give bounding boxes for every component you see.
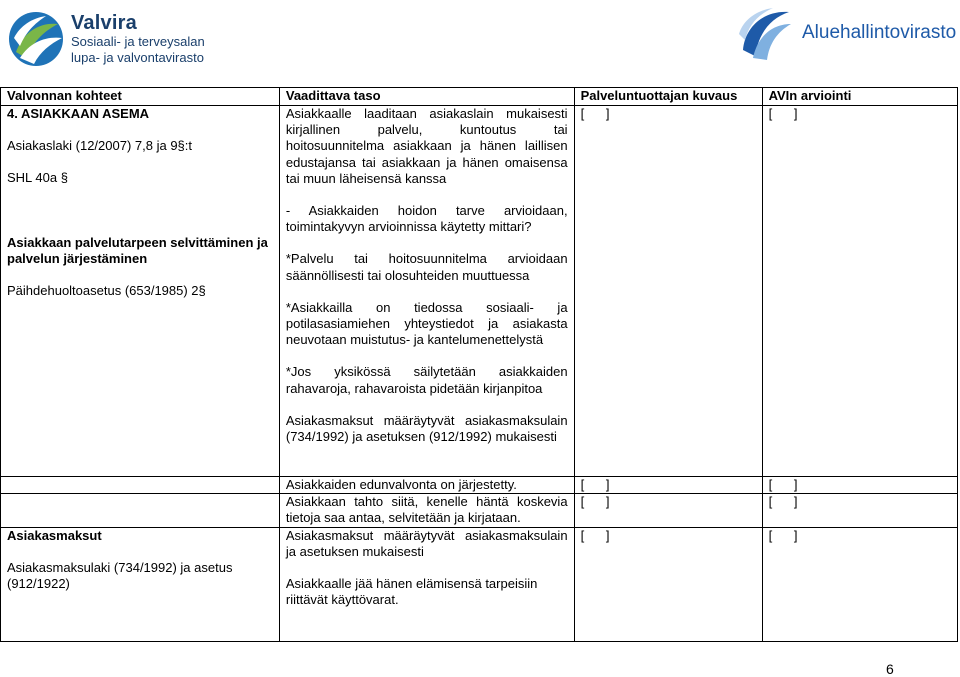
checkbox-field[interactable]: [ ] <box>768 106 798 121</box>
requirement-text: *Asiakkailla on tiedossa sosiaali- ja potilasasiamiehen yhteystiedot ja asiakasta neuvotaan muistutus- ja kantelumenettelystä <box>285 299 568 348</box>
table-row <box>1 106 958 477</box>
law-reference: Päihdehuoltoasetus (653/1985) 2§ <box>7 283 206 299</box>
avi-assessment-cell[interactable] <box>762 477 957 494</box>
valvira-logo-icon <box>6 8 66 70</box>
page-header <box>0 0 960 80</box>
avi-assessment-cell[interactable] <box>762 527 957 641</box>
requirements-cell <box>279 477 574 494</box>
checkbox-field[interactable]: [ ] <box>768 494 798 510</box>
section-title: 4. ASIAKKAAN ASEMA <box>7 106 150 121</box>
header-provider-description: Palveluntuottajan kuvaus <box>574 88 762 106</box>
avi-logo-icon <box>735 4 795 64</box>
provider-description-cell[interactable] <box>574 527 762 641</box>
avi-wordmark: Aluehallintovirasto <box>802 22 957 43</box>
requirement-text: - Asiakkaiden hoidon tarve arvioidaan, toimintakyvyn arvioinnissa käytetty mittari? <box>285 203 568 235</box>
avi-assessment-cell[interactable] <box>762 494 957 527</box>
checkbox-field[interactable]: [ ] <box>768 477 798 492</box>
table-row <box>1 527 958 641</box>
table-row <box>1 494 958 527</box>
requirement-text: Asiakkaan tahto siitä, kenelle häntä koskevia tietoja saa antaa, selvitetään ja kirjataan. <box>285 494 568 526</box>
checkbox-field[interactable]: [ ] <box>580 494 610 510</box>
requirement-text: Asiakkaiden edunvalvonta on järjestetty. <box>285 477 517 492</box>
section-subtitle: Asiakkaan palvelutarpeen selvittäminen ja palvelun järjestäminen <box>7 234 268 266</box>
requirement-text: Asiakkaalle laaditaan asiakaslain mukaisesti kirjallinen palvelu, kuntoutus tai hoitosuunnitelma asiakkaan ja hänen laillisen edustajansa tai asiakkaan ja hänen omaisensa tai muun läheisensä kanssa <box>285 106 568 186</box>
targets-cell <box>1 527 280 641</box>
header-required-level: Vaadittava taso <box>279 88 574 106</box>
checkbox-field[interactable]: [ ] <box>580 527 610 543</box>
requirements-cell <box>279 106 574 477</box>
targets-cell <box>1 477 280 494</box>
page-number: 6 <box>886 661 894 677</box>
provider-description-cell[interactable] <box>574 494 762 527</box>
requirement-text: *Jos yksikössä säilytetään asiakkaiden rahavaroja, rahavaroista pidetään kirjanpitoa <box>285 364 568 396</box>
checkbox-field[interactable]: [ ] <box>580 477 610 492</box>
provider-description-cell[interactable] <box>574 106 762 477</box>
valvira-wordmark <box>71 12 205 66</box>
section-title: Asiakasmaksut <box>7 527 102 543</box>
provider-description-cell[interactable] <box>574 477 762 494</box>
targets-cell <box>1 106 280 477</box>
law-reference: SHL 40a § <box>7 170 68 186</box>
checkbox-field[interactable]: [ ] <box>580 106 610 121</box>
table-row <box>1 477 958 494</box>
header-supervision-targets: Valvonnan kohteet <box>1 88 280 106</box>
requirements-cell <box>279 494 574 527</box>
requirement-text: Asiakkaalle jää hänen elämisensä tarpeisiin riittävät käyttövarat. <box>285 576 538 608</box>
valvira-subtitle-2: lupa- ja valvontavirasto <box>71 50 204 65</box>
checkbox-field[interactable]: [ ] <box>768 527 798 543</box>
requirement-text: Asiakasmaksut määräytyvät asiakasmaksulain (734/1992) ja asetuksen (912/1992) mukaisesti <box>285 412 568 445</box>
targets-cell <box>1 494 280 527</box>
valvira-subtitle-1: Sosiaali- ja terveysalan <box>71 34 205 49</box>
requirements-cell <box>279 527 574 641</box>
law-reference: Asiakaslaki (12/2007) 7,8 ja 9§:t <box>7 138 192 154</box>
requirement-text: Asiakasmaksut määräytyvät asiakasmaksulain ja asetuksen mukaisesti <box>285 527 568 559</box>
avi-assessment-cell[interactable] <box>762 106 957 477</box>
valvira-name: Valvira <box>71 12 137 34</box>
header-avi-assessment: AVIn arviointi <box>762 88 957 106</box>
law-reference: Asiakasmaksulaki (734/1992) ja asetus (912/1922) <box>7 559 233 592</box>
table-header-row <box>1 88 958 106</box>
requirement-text: *Palvelu tai hoitosuunnitelma arvioidaan säännöllisesti tai olosuhteiden muuttuessa <box>285 251 568 283</box>
supervision-table <box>0 87 958 642</box>
